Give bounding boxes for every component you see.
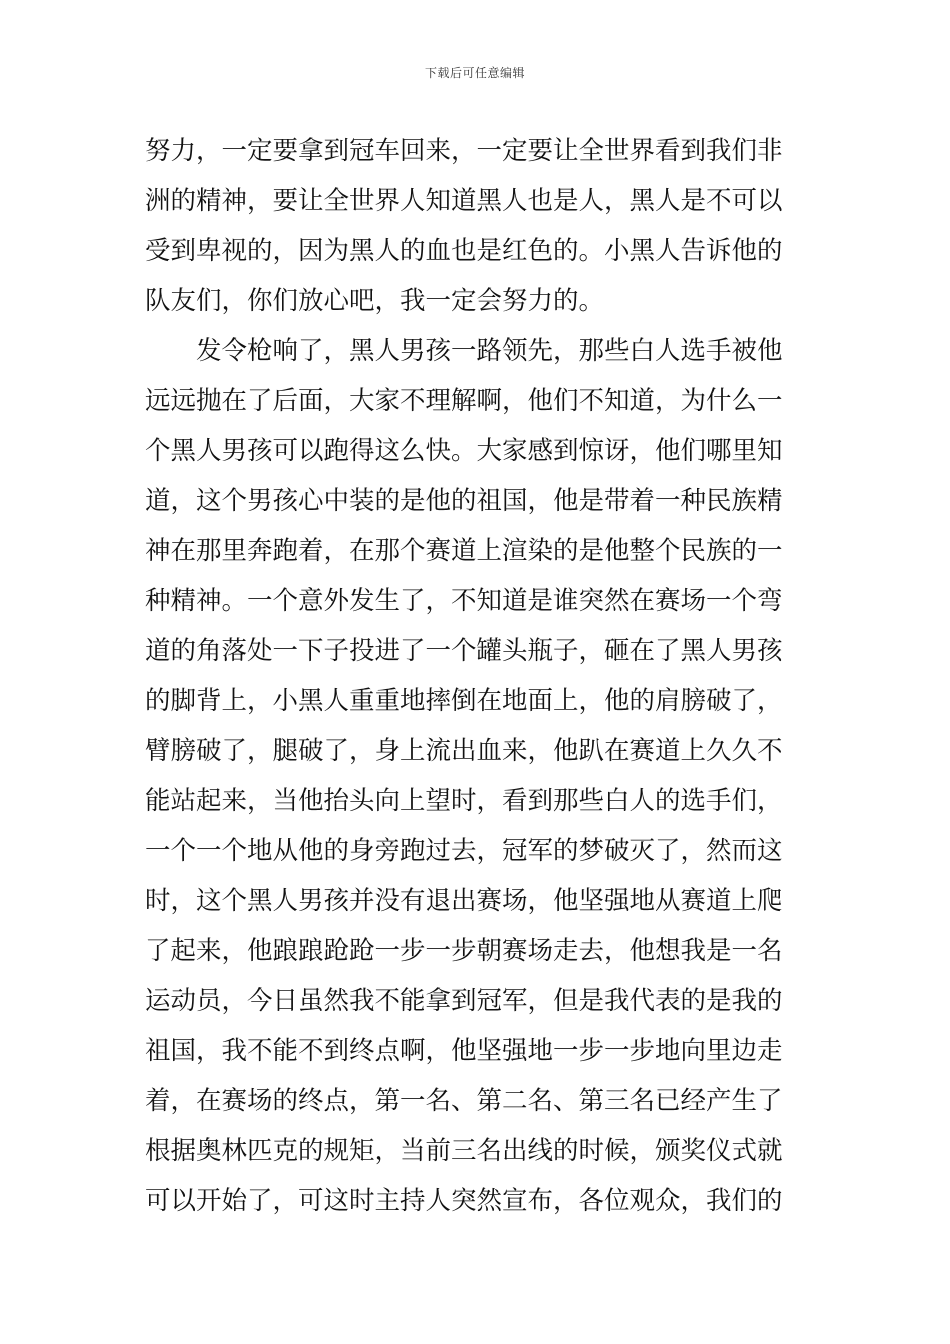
text-line: 臂膀破了，腿破了，身上流出血来，他趴在赛道上久久不 (145, 736, 783, 766)
text-line-paragraph-start: 发令枪响了，黑人男孩一路领先，那些白人选手被他 (196, 336, 783, 366)
text-line: 运动员，今日虽然我不能拿到冠军，但是我代表的是我的 (145, 986, 783, 1016)
text-line: 着，在赛场的终点，第一名、第二名、第三名已经产生了 (145, 1086, 783, 1116)
text-line: 祖国，我不能不到终点啊，他坚强地一步一步地向里边走 (145, 1036, 783, 1066)
text-line: 远远抛在了后面，大家不理解啊，他们不知道，为什么一 (145, 386, 783, 416)
text-line: 道，这个男孩心中装的是他的祖国，他是带着一种民族精 (145, 486, 783, 516)
text-line: 道的角落处一下子投进了一个罐头瓶子，砸在了黑人男孩 (145, 636, 783, 666)
text-line: 时，这个黑人男孩并没有退出赛场，他坚强地从赛道上爬 (145, 886, 783, 916)
text-line: 了起来，他踉踉跄跄一步一步朝赛场走去，他想我是一名 (145, 936, 783, 966)
text-line: 根据奥林匹克的规矩，当前三名出线的时候，颁奖仪式就 (145, 1136, 783, 1166)
text-line: 能站起来，当他抬头向上望时，看到那些白人的选手们， (145, 786, 783, 816)
page-header: 下载后可任意编辑 (424, 66, 525, 80)
text-line: 个黑人男孩可以跑得这么快。大家感到惊讶，他们哪里知 (145, 436, 783, 466)
text-line: 可以开始了，可这时主持人突然宣布，各位观众，我们的 (145, 1186, 783, 1216)
body-text (145, 126, 809, 1226)
text-line: 受到卑视的，因为黑人的血也是红色的。小黑人告诉他的 (145, 236, 783, 266)
text-line: 种精神。一个意外发生了，不知道是谁突然在赛场一个弯 (145, 586, 783, 616)
text-line: 队友们，你们放心吧，我一定会努力的。 (145, 286, 605, 316)
text-line: 神在那里奔跑着，在那个赛道上渲染的是他整个民族的一 (145, 536, 783, 566)
text-line: 洲的精神，要让全世界人知道黑人也是人，黑人是不可以 (145, 186, 783, 216)
text-line: 努力，一定要拿到冠车回来，一定要让全世界看到我们非 (145, 136, 783, 166)
text-line: 一个一个地从他的身旁跑过去，冠军的梦破灭了，然而这 (145, 836, 783, 866)
text-line: 的脚背上，小黑人重重地摔倒在地面上，他的肩膀破了， (145, 686, 783, 716)
